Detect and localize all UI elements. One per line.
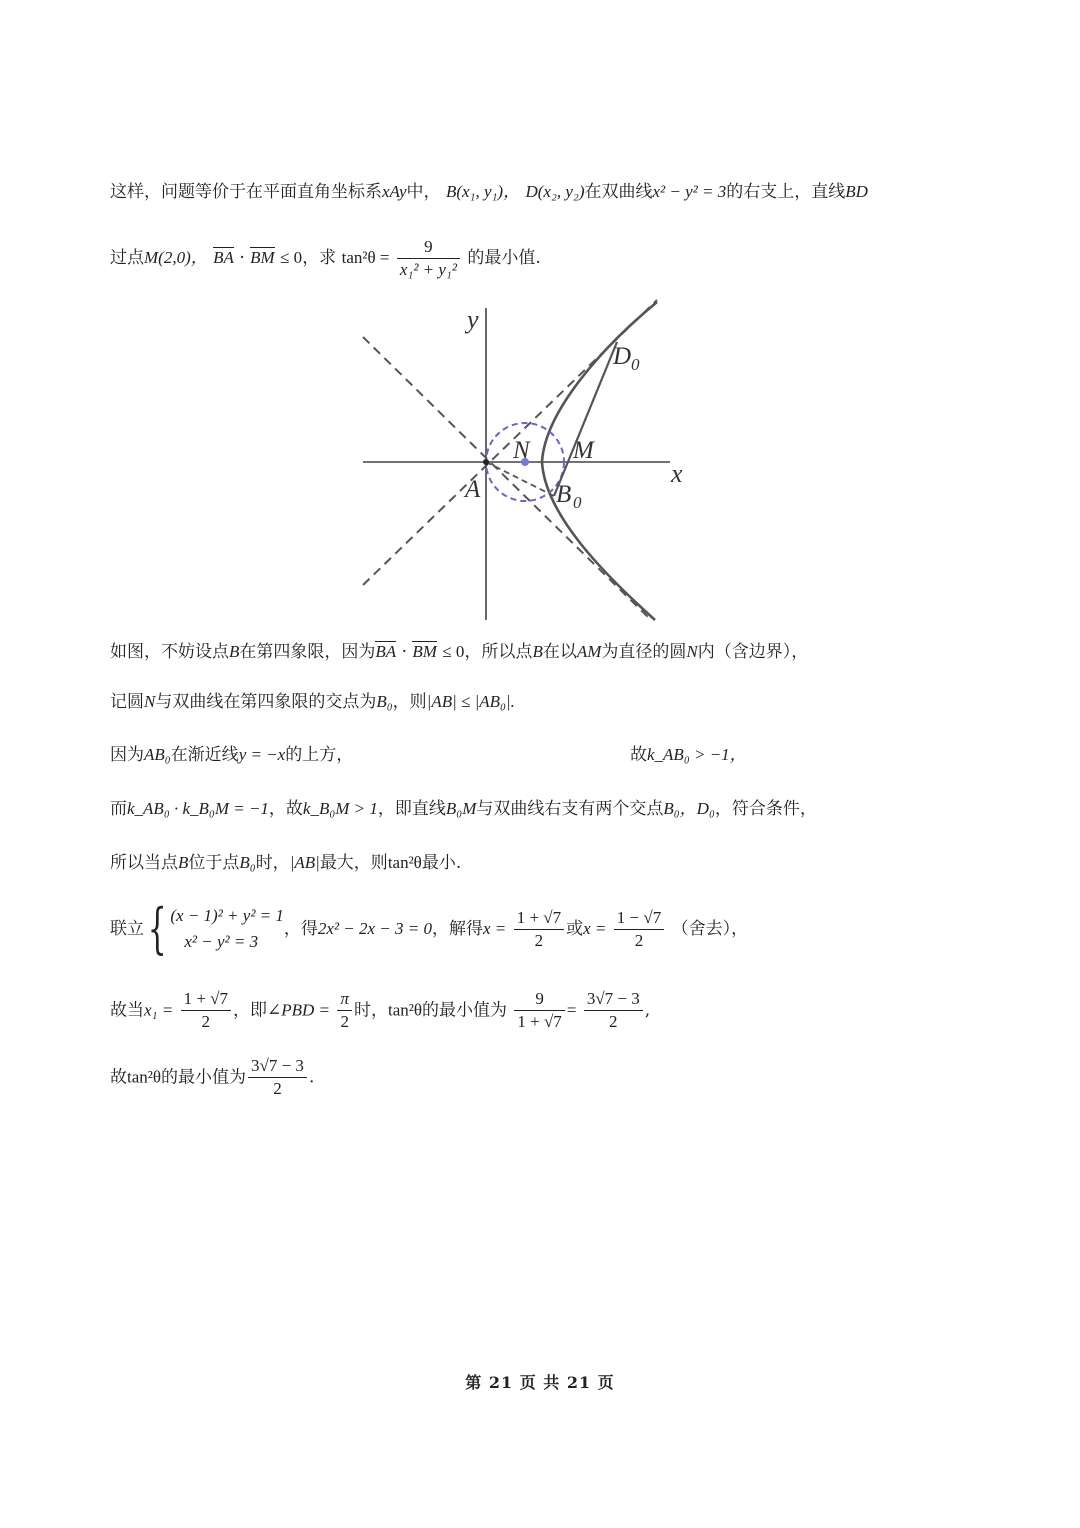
- text: ，符合条件，: [714, 799, 817, 819]
- text: 或: [566, 919, 584, 939]
- text: 而: [110, 799, 127, 819]
- numerator: 9: [514, 988, 564, 1011]
- text: 的最小值.: [467, 248, 541, 268]
- math-slope-ineq: k_AB₀ > −1，: [647, 745, 747, 764]
- period: .: [308, 1067, 315, 1088]
- math-AB0: AB₀: [144, 745, 171, 764]
- math-asymptote: y = −x: [238, 745, 286, 764]
- denominator: 1 + √7: [517, 1012, 562, 1031]
- math-B0: B₀: [376, 692, 393, 711]
- text: 的上方，: [285, 745, 354, 765]
- numerator: 3√7 − 3: [248, 1055, 307, 1078]
- comma: ,: [644, 1000, 651, 1021]
- line-B0D0: [554, 342, 617, 496]
- text: 所以当点: [110, 853, 178, 873]
- text: 联立: [110, 919, 144, 939]
- numerator: 3√7 − 3: [584, 988, 643, 1011]
- numerator: 1 − √7: [614, 907, 664, 930]
- vector-BM: BM: [250, 248, 275, 267]
- paragraph-8: [110, 897, 749, 960]
- numerator: 1 + √7: [181, 988, 231, 1011]
- denominator: 2: [634, 930, 644, 950]
- label-B0-sub: 0: [573, 493, 582, 512]
- math-B: B: [229, 642, 240, 661]
- math-B0: B₀: [239, 853, 256, 872]
- text: 在渐近线: [170, 745, 239, 765]
- fraction-root2: [614, 907, 664, 952]
- text: ，即: [233, 1000, 268, 1021]
- vector-BA: BA: [375, 642, 397, 661]
- paragraph-4: [110, 690, 515, 714]
- text: ，得: [283, 919, 318, 939]
- math-AB-abs: |AB|: [289, 853, 320, 872]
- denominator: 2: [273, 1079, 282, 1098]
- text: 的最小值为: [161, 1067, 247, 1088]
- text: 这样，问题等价于在平面直角坐标系: [110, 182, 382, 202]
- math-quadratic: 2x² − 2x − 3 = 0: [317, 919, 432, 938]
- paragraph-1: [110, 180, 868, 204]
- math-slope-gt1: k_B₀M > 1: [302, 799, 378, 818]
- text: ，即直线: [377, 799, 446, 819]
- text: 时，: [255, 853, 290, 873]
- text: 内（含边界），: [697, 642, 809, 662]
- math-N: N: [144, 692, 156, 711]
- left-brace: {: [147, 897, 167, 960]
- text: 在以: [542, 642, 577, 662]
- text: 因为: [110, 745, 144, 765]
- math-B0M: B₀M: [445, 799, 477, 818]
- text: 中，: [406, 182, 441, 202]
- paragraph-5: [110, 743, 353, 767]
- vector-BM: BM: [412, 642, 437, 661]
- equation-system: [170, 903, 284, 955]
- math-BD: BD: [845, 182, 868, 201]
- math-leq: ≤ 0: [280, 248, 303, 267]
- text: 记圆: [110, 692, 144, 712]
- hyperbola-right-branch: [542, 302, 657, 620]
- fraction-x1: [181, 988, 231, 1033]
- math-B: B: [532, 642, 543, 661]
- text: 与双曲线右支有两个交点: [476, 799, 664, 819]
- math-tan-theta: tan²θ: [387, 1000, 422, 1020]
- math-x-eq: x =: [583, 919, 607, 938]
- label-B0: B: [556, 481, 572, 508]
- hyperbola-figure: [355, 290, 715, 630]
- text: 位于点: [188, 853, 240, 873]
- math-x-eq: x =: [483, 919, 507, 938]
- text: 故: [630, 745, 647, 765]
- y-axis-label: y: [467, 305, 479, 334]
- math-slope-product: k_AB₀ · k_B₀M = −1: [127, 799, 269, 818]
- numerator: π: [337, 988, 352, 1011]
- fraction-result: [584, 988, 643, 1033]
- text: 最大，则: [319, 853, 388, 873]
- denominator: 2: [340, 1012, 349, 1031]
- math-x1-eq: x₁ =: [144, 1000, 174, 1020]
- paragraph-10: [110, 1055, 314, 1100]
- math-tan-theta: tan²θ =: [341, 248, 390, 267]
- math-point-M: M(2,0)，: [144, 248, 208, 267]
- math-AM: AM: [576, 642, 602, 661]
- paragraph-9: [110, 988, 650, 1033]
- system-eq1: (x − 1)² + y² = 1: [170, 906, 284, 925]
- point-A: [483, 459, 489, 465]
- text: 故当: [110, 1000, 144, 1021]
- denominator: 2: [609, 1012, 618, 1031]
- text: ，解得: [432, 919, 483, 939]
- math-point-D: D(x₂, y₂): [525, 182, 585, 201]
- text: ，故: [268, 799, 303, 819]
- label-M: M: [573, 437, 594, 464]
- paragraph-3: 如图，不妨设点B在第四象限，因为BA · BM ≤ 0，所以点B在以AM为直径的圆N内（含边界），: [110, 642, 809, 662]
- paragraph-5-right: [630, 743, 747, 767]
- text: 的最小值为: [421, 1000, 507, 1021]
- label-D0: D: [613, 343, 632, 370]
- denominator: 2: [201, 1012, 211, 1031]
- text: 在第四象限，因为: [239, 642, 376, 662]
- system-eq2: x² − y² = 3: [184, 932, 259, 951]
- text: 最小.: [421, 853, 462, 873]
- numerator: 1 + √7: [514, 907, 564, 930]
- math-xAy: xAy: [382, 182, 407, 201]
- math-eq: =: [566, 1000, 577, 1020]
- text: 过点: [110, 248, 144, 268]
- text: ，所以点: [464, 642, 533, 662]
- math-angle: ∠PBD =: [267, 1000, 331, 1020]
- math-B0-D0: B₀，D₀: [663, 799, 715, 818]
- text: ，则: [392, 692, 427, 712]
- text: 时，: [353, 1000, 388, 1021]
- text: （舍去），: [671, 919, 749, 939]
- text: 在双曲线: [584, 182, 653, 202]
- label-D0-sub: 0: [631, 355, 640, 374]
- text: 的右支上，直线: [726, 182, 846, 202]
- math-tan-theta: tan²θ: [387, 853, 422, 872]
- fraction: [397, 236, 460, 281]
- text: 故: [110, 1067, 127, 1088]
- math-leq: ≤ 0: [442, 642, 465, 661]
- text: 如图，不妨设点: [110, 642, 229, 662]
- math-tan-theta: tan²θ: [127, 1067, 162, 1087]
- math-N: N: [686, 642, 698, 661]
- label-N: N: [513, 437, 530, 464]
- fraction-nine: [514, 988, 564, 1033]
- math-point-B: B(x₁, y₁)，: [445, 182, 521, 201]
- math-abs-ineq: |AB| ≤ |AB₀|.: [426, 692, 515, 711]
- paragraph-7: [110, 851, 461, 875]
- paragraph-2: 过点M(2,0)， BA · BM ≤ 0，求 tan²θ = $\frac{9}{\text{x₁² + y₁²}}$ 的最小值.: [110, 237, 541, 279]
- fraction-pi-half: [337, 988, 352, 1033]
- math-B: B: [178, 853, 189, 872]
- denominator: 2: [534, 930, 544, 950]
- denominator: x₁² + y₁²: [399, 260, 457, 279]
- numerator: 9: [397, 236, 460, 259]
- text: ，求: [302, 248, 337, 268]
- text: 与双曲线在第四象限的交点为: [155, 692, 377, 712]
- fraction-root1: [514, 907, 564, 952]
- asymptote-y-eq-neg-x: [363, 337, 651, 620]
- label-A: A: [465, 476, 481, 503]
- text: 为直径的圆: [601, 642, 687, 662]
- math-hyperbola: x² − y² = 3: [652, 182, 727, 201]
- page-footer: 第 21 页 共 21 页: [465, 1373, 615, 1392]
- vector-BA: BA: [213, 248, 234, 267]
- paragraph-6: [110, 797, 817, 821]
- fraction-final: [248, 1055, 307, 1100]
- x-axis-label: x: [671, 459, 683, 488]
